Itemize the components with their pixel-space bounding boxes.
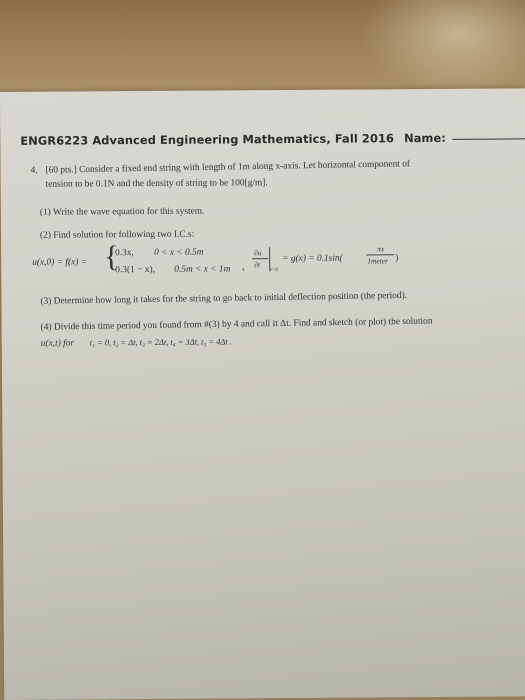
sine-fraction-bar: [366, 254, 394, 255]
piecewise-brace: {: [104, 240, 119, 274]
part-1: (1) Write the wave equation for this system.: [39, 206, 205, 218]
part-4-time-steps: t₁ = 0, t₂ = Δt, t₃ = 2Δt, t₄ = 3Δt, t₅ = 4Δt .: [89, 337, 232, 348]
background-glare: [360, 0, 525, 95]
case2-expression: 0.3(1 − x),: [115, 264, 155, 276]
part-4-solution-label: u(x,t) for: [40, 338, 75, 349]
course-title: ENGR6223 Advanced Engineering Mathematics, Fall 2016: [20, 131, 395, 148]
case2-condition: 0.5m < x < 1m: [174, 264, 231, 275]
problem-statement-line2: tension to be 0.1N and the density of string to be 100[g/m].: [45, 178, 268, 190]
name-blank-line: [452, 138, 525, 140]
velocity-fraction-bar: [252, 258, 268, 259]
problem-statement-line1: [60 pts.] Consider a fixed end string with length of 1m along x-axis. Let horizontal component of: [45, 159, 411, 176]
exam-header: [20, 130, 525, 148]
case1-expression: 0.3x,: [115, 248, 134, 259]
part-2: (2) Find solution for following two I.C.s:: [39, 229, 195, 241]
exam-paper: [0, 88, 525, 700]
part-3: (3) Determine how long it takes for the string to go back to initial deflection position (the period).: [40, 290, 408, 307]
name-label: Name:: [404, 130, 446, 146]
sine-numerator: πx: [377, 244, 385, 254]
velocity-numerator: ∂u: [254, 248, 262, 258]
sine-close-paren: ): [395, 253, 399, 264]
part-4-line1: (4) Divide this time period you found from #(3) by 4 and call it Δt. Find and sketch (or plot) the solution: [40, 316, 433, 333]
evaluation-point: t=0: [270, 267, 279, 274]
problem-number: 4.: [30, 165, 38, 176]
sine-denominator: 1meter: [367, 256, 389, 266]
ic-separator-comma: ,: [242, 262, 245, 273]
velocity-denominator: ∂t: [254, 260, 261, 270]
ic-velocity-rhs: = g(x) = 0.1sin(: [282, 253, 343, 265]
ic-displacement-lhs: u(x,0) = f(x) =: [32, 257, 88, 268]
case1-condition: 0 < x < 0.5m: [154, 247, 204, 258]
